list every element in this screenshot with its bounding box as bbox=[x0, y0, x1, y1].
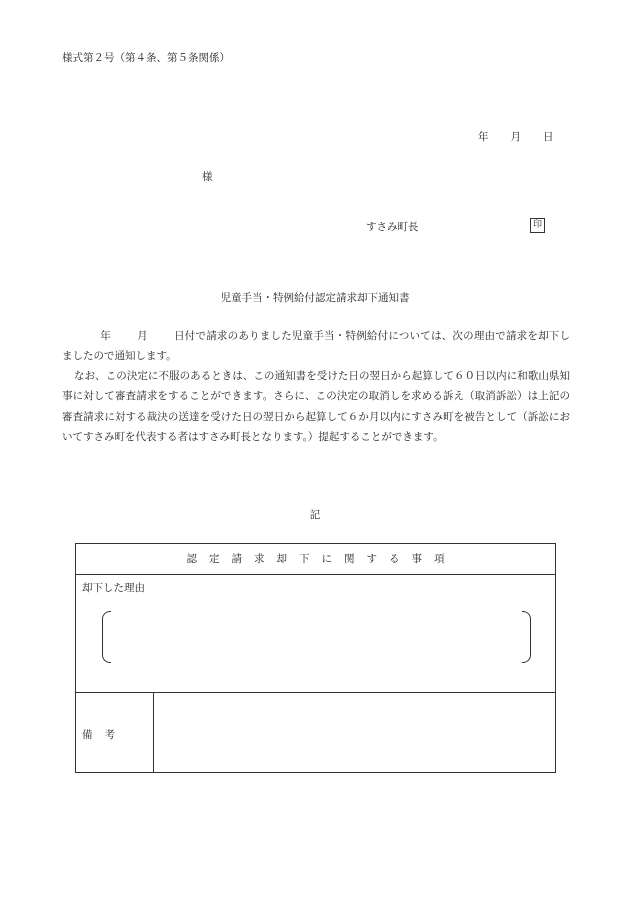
reason-label: 却下した理由 bbox=[82, 582, 145, 594]
bracket-right bbox=[522, 611, 531, 663]
addressee-suffix: 様 bbox=[202, 171, 213, 183]
ki-heading: 記 bbox=[309, 509, 321, 521]
column-divider bbox=[153, 692, 154, 772]
paragraph-notice bbox=[62, 326, 570, 367]
date-line bbox=[478, 129, 554, 144]
document-title: 児童手当・特例給付認定請求却下通知書 bbox=[220, 292, 410, 304]
form-number: 様式第２号（第４条、第５条関係） bbox=[62, 52, 230, 64]
seal-mark: 印 bbox=[530, 218, 545, 233]
paragraph-year: 年 bbox=[100, 330, 111, 342]
paragraph-body: 日付で請求のありました児童手当・特例給付については、次の理由で請求を却下しましたので通知します。 bbox=[62, 330, 571, 363]
table-header: 認定請求却下に関する事項 bbox=[76, 544, 555, 575]
date-day: 日 bbox=[543, 131, 554, 143]
date-year: 年 bbox=[478, 131, 489, 143]
bracket-left bbox=[102, 611, 111, 663]
issuer: すさみ町長 bbox=[366, 221, 419, 233]
row-divider bbox=[76, 692, 555, 693]
paragraph-appeal-text: なお、この決定に不服のあるときは、この通知書を受けた日の翌日から起算して６０日以内に和歌山県知事に対して審査請求をすることができます。さらに、この決定の取消しを求める訴え（取消訴訟）は上記の審査請求に対する裁決の送達を受けた日の翌日から起算して６か月以内にすさみ町を被告として（訴訟においてすさみ町を代表する者はすさみ町長となります。）提起することができます。 bbox=[62, 370, 570, 443]
date-month: 月 bbox=[510, 131, 521, 143]
decision-table bbox=[75, 543, 556, 773]
paragraph-appeal bbox=[62, 366, 570, 447]
remarks-label: 備考 bbox=[82, 729, 127, 741]
paragraph-month: 月 bbox=[136, 330, 148, 342]
